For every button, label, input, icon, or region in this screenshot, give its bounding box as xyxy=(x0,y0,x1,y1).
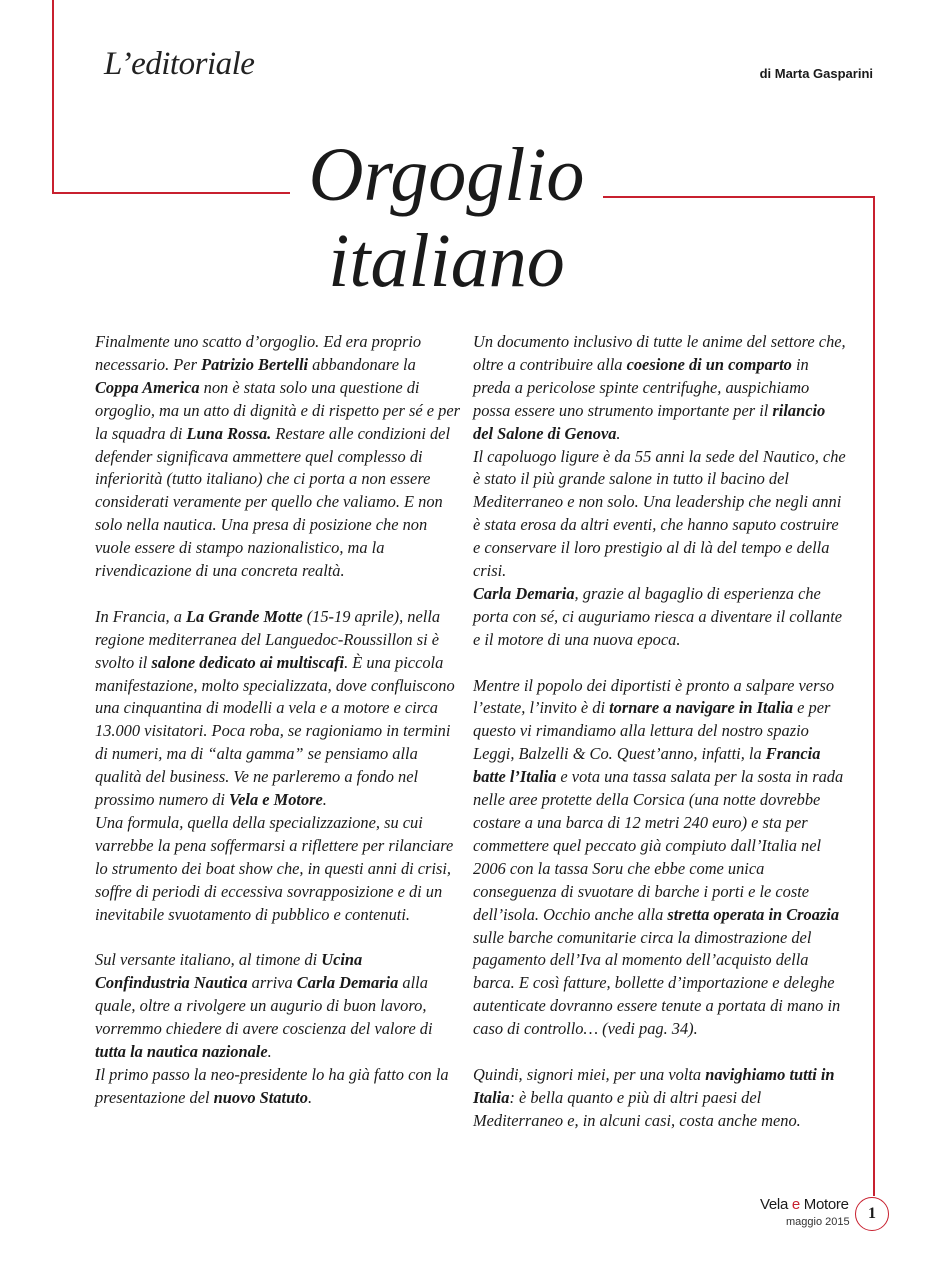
bold-text-run: rilancio del Salone di Genova xyxy=(473,400,826,443)
text-run: (15-19 aprile), nella regione mediterranea del Languedoc-Roussillon si è svolto il xyxy=(95,606,441,672)
bold-text-run: tornare a navigare in Italia xyxy=(609,698,794,718)
title-line-2: italiano xyxy=(328,219,565,303)
brand-text-vela: Vela xyxy=(760,1196,792,1213)
bold-text-run: Carla Demaria xyxy=(296,973,399,993)
text-run: Finalmente uno scatto d’orgoglio. Ed era proprio necessario. Per xyxy=(95,332,422,374)
text-run: . Il capoluogo ligure è da 55 anni la sede del Nautico, che è stato il più grande salone in tutto il bacino del Mediterraneo e non solo. Una leadership che negli anni è stata erosa da altri eventi, che hanno saputo costruire e conservare il loro prestigio al di là del tempo e della crisi. xyxy=(473,423,846,581)
red-rule-left-horizontal xyxy=(52,192,290,194)
red-rule-right-horizontal xyxy=(603,196,875,198)
text-run: Mentre il popolo dei diportisti è pronto a salpare verso l’estate, l’invito è di xyxy=(473,675,835,718)
author-byline: di Marta Gasparini xyxy=(759,66,873,81)
text-run: . xyxy=(307,1087,313,1107)
text-run: Un documento inclusivo di tutte le anime del settore che, oltre a contribuire alla xyxy=(473,332,846,374)
bold-text-run: tutta la nautica nazionale xyxy=(95,1042,268,1062)
text-run: arriva xyxy=(247,973,297,993)
text-run: Sul versante italiano, al timone di xyxy=(95,950,322,970)
paragraph xyxy=(95,606,460,927)
text-run: : è bella quanto e più di altri paesi del Mediterraneo e, in alcuni casi, costa anche meno. xyxy=(473,1087,801,1130)
text-run: , grazie al bagaglio di esperienza che porta con sé, ci auguriamo riesca a diventare il collante e il motore di una nuova epoca. xyxy=(473,583,843,649)
bold-text-run: La Grande Motte xyxy=(186,606,303,626)
bold-text-run: Ucina Confindustria Nautica xyxy=(95,950,363,993)
bold-text-run: Vela e Motore xyxy=(229,790,323,810)
paragraph xyxy=(473,1064,848,1133)
bold-text-run: coesione di un comparto xyxy=(626,354,792,374)
paragraph xyxy=(95,331,460,583)
section-label: L’editoriale xyxy=(104,46,255,82)
bold-text-run: Patrizio Bertelli xyxy=(201,354,309,374)
page-title xyxy=(290,132,603,304)
bold-text-run: Luna Rossa. xyxy=(186,423,272,443)
text-run: . Una formula, quella della specializzazione, su cui varrebbe la pena soffermarsi a riflettere per rilanciare lo strumento dei boat show che, in questi anni di crisi, soffre di periodi di eccessiva sovrapposizione e di un inevitabile svuotamento di pubblico e contenuti. xyxy=(95,790,454,924)
text-run: . È una piccola manifestazione, molto specializzata, dove confluiscono una cinquantina di modelli a vela e a motore e circa 13.000 visitatori. Poca roba, se ragioniamo in termini di numeri, ma di “alta gamma” se pensiamo alla qualità del business. Ve ne parleremo a fondo nel prossimo numero di xyxy=(95,652,455,810)
text-run: Restare alle condizioni del defender significava ammettere quel complesso di inferiorità (tutto italiano) che ci porta a non essere considerati veramente per quello che valiamo. E non solo nella nautica. Una presa di posizione che non vuole essere di stampo nazionalistico, ma la rivendicazione di una concreta realtà. xyxy=(95,423,450,581)
text-run: In Francia, a xyxy=(95,606,187,626)
bold-text-run: salone dedicato ai multiscafi xyxy=(151,652,345,672)
text-run: sulle barche comunitarie circa la dimostrazione del pagamento dell’Iva al momento dell’acquisto della barca. E così fatture, bollette d’importazione e deleghe autenticate dovranno essere tenute a portata di mano in caso di controllo… (vedi pag. 34). xyxy=(473,927,841,1039)
brand-text-e: e xyxy=(791,1196,800,1213)
red-rule-right-vertical xyxy=(873,196,875,1196)
text-column-right xyxy=(473,331,848,1133)
bold-text-run: Carla Demaria xyxy=(473,583,575,603)
paragraph xyxy=(95,949,460,1109)
text-column-left xyxy=(95,331,460,1110)
brand-text-motore: Motore xyxy=(799,1196,849,1213)
text-run: . Il primo passo la neo-presidente lo ha già fatto con la presentazione del xyxy=(95,1042,449,1107)
text-run: e vota una tassa salata per la sosta in rada nelle aree protette della Corsica (una notte dovrebbe costare a una barca di 12 metri 240 euro) e sta per commettere quel peccato già compiuto dall’Italia nel 2006 con la tassa Soru che ebbe come unica conseguenza di svuotare di barche i porti e le coste dell’isola. Occhio anche alla xyxy=(473,767,844,924)
bold-text-run: stretta operata in Croazia xyxy=(667,904,840,924)
bold-text-run: Coppa America xyxy=(95,377,200,397)
paragraph xyxy=(473,675,848,1042)
issue-date: maggio 2015 xyxy=(786,1216,850,1228)
text-run: alla quale, oltre a rivolgere un augurio di buon lavoro, vorremmo chiedere di avere coscienza del valore di xyxy=(95,973,433,1039)
bold-text-run: Francia batte l’Italia xyxy=(473,744,821,787)
red-rule-left-vertical xyxy=(52,0,54,194)
bold-text-run: navighiamo tutti in Italia xyxy=(473,1064,835,1107)
title-line-1: Orgoglio xyxy=(308,133,585,217)
text-run: abbandonare la xyxy=(308,354,416,374)
page-number: 1 xyxy=(855,1197,889,1231)
text-run: Quindi, signori miei, per una volta xyxy=(473,1064,706,1084)
bold-text-run: nuovo Statuto xyxy=(213,1087,308,1107)
text-run: e per questo vi rimandiamo alla lettura del nostro spazio Leggi, Balzelli & Co. Quest’anno, infatti, la xyxy=(473,698,831,764)
text-run: non è stata solo una questione di orgoglio, ma un atto di dignità e di rispetto per sé e per la squadra di xyxy=(95,377,460,443)
paragraph xyxy=(473,331,848,652)
text-run: in preda a pericolose spinte centrifughe, auspichiamo possa essere uno strumento importante per il xyxy=(473,354,810,420)
magazine-brand xyxy=(760,1196,849,1213)
